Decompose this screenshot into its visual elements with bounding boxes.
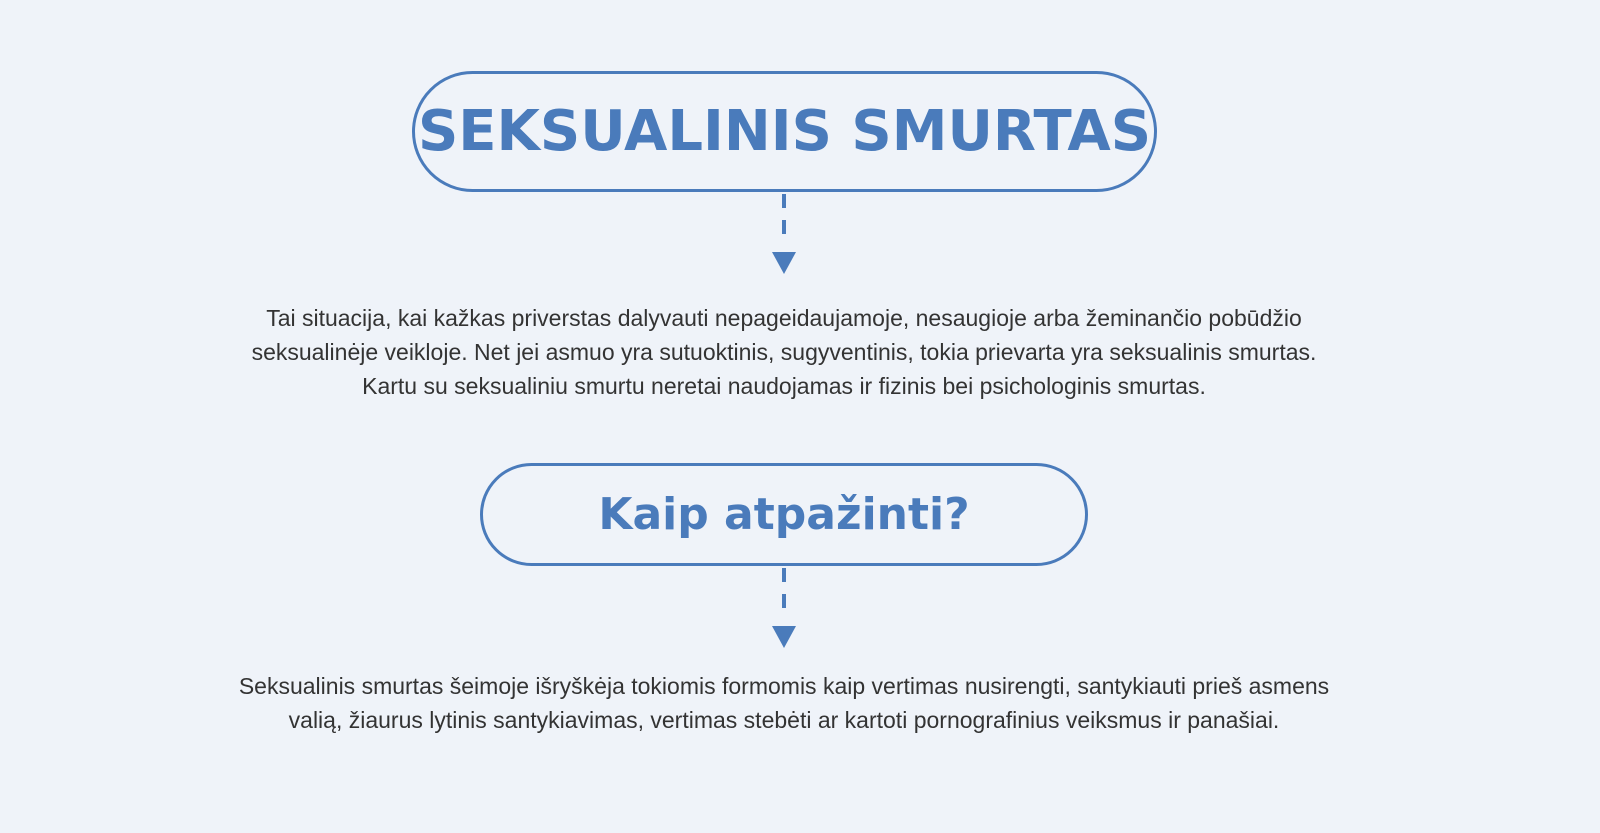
recognition-text (100, 669, 1468, 737)
recognition-line: Seksualinis smurtas šeimoje išryškėja tokiomis formomis kaip vertimas nusirengti, santykiauti prieš asmens (238, 673, 1330, 699)
description-line: Tai situacija, kai kažkas priverstas dalyvauti nepageidaujamoje, nesaugioje arba žeminančio pobūdžio (266, 305, 1302, 331)
page-title: SEKSUALINIS SMURTAS (417, 99, 1152, 164)
arrow-down-icon (769, 194, 799, 276)
description-text (100, 301, 1468, 403)
description-line: Kartu su seksualiniu smurtu neretai naudojamas ir fizinis bei psichologinis smurtas. (362, 373, 1206, 399)
recognition-line: valią, žiaurus lytinis santykiavimas, vertimas stebėti ar kartoti pornografinius veiksmus ir panašiai. (288, 707, 1280, 733)
description-line: seksualinėje veikloje. Net jei asmuo yra sutuoktinis, sugyventinis, tokia prievarta yra seksualinis smurtas. (251, 339, 1317, 365)
subtitle-pill (480, 463, 1088, 566)
subtitle: Kaip atpažinti? (598, 489, 970, 540)
title-pill (412, 71, 1157, 192)
arrow-down-icon (769, 568, 799, 650)
